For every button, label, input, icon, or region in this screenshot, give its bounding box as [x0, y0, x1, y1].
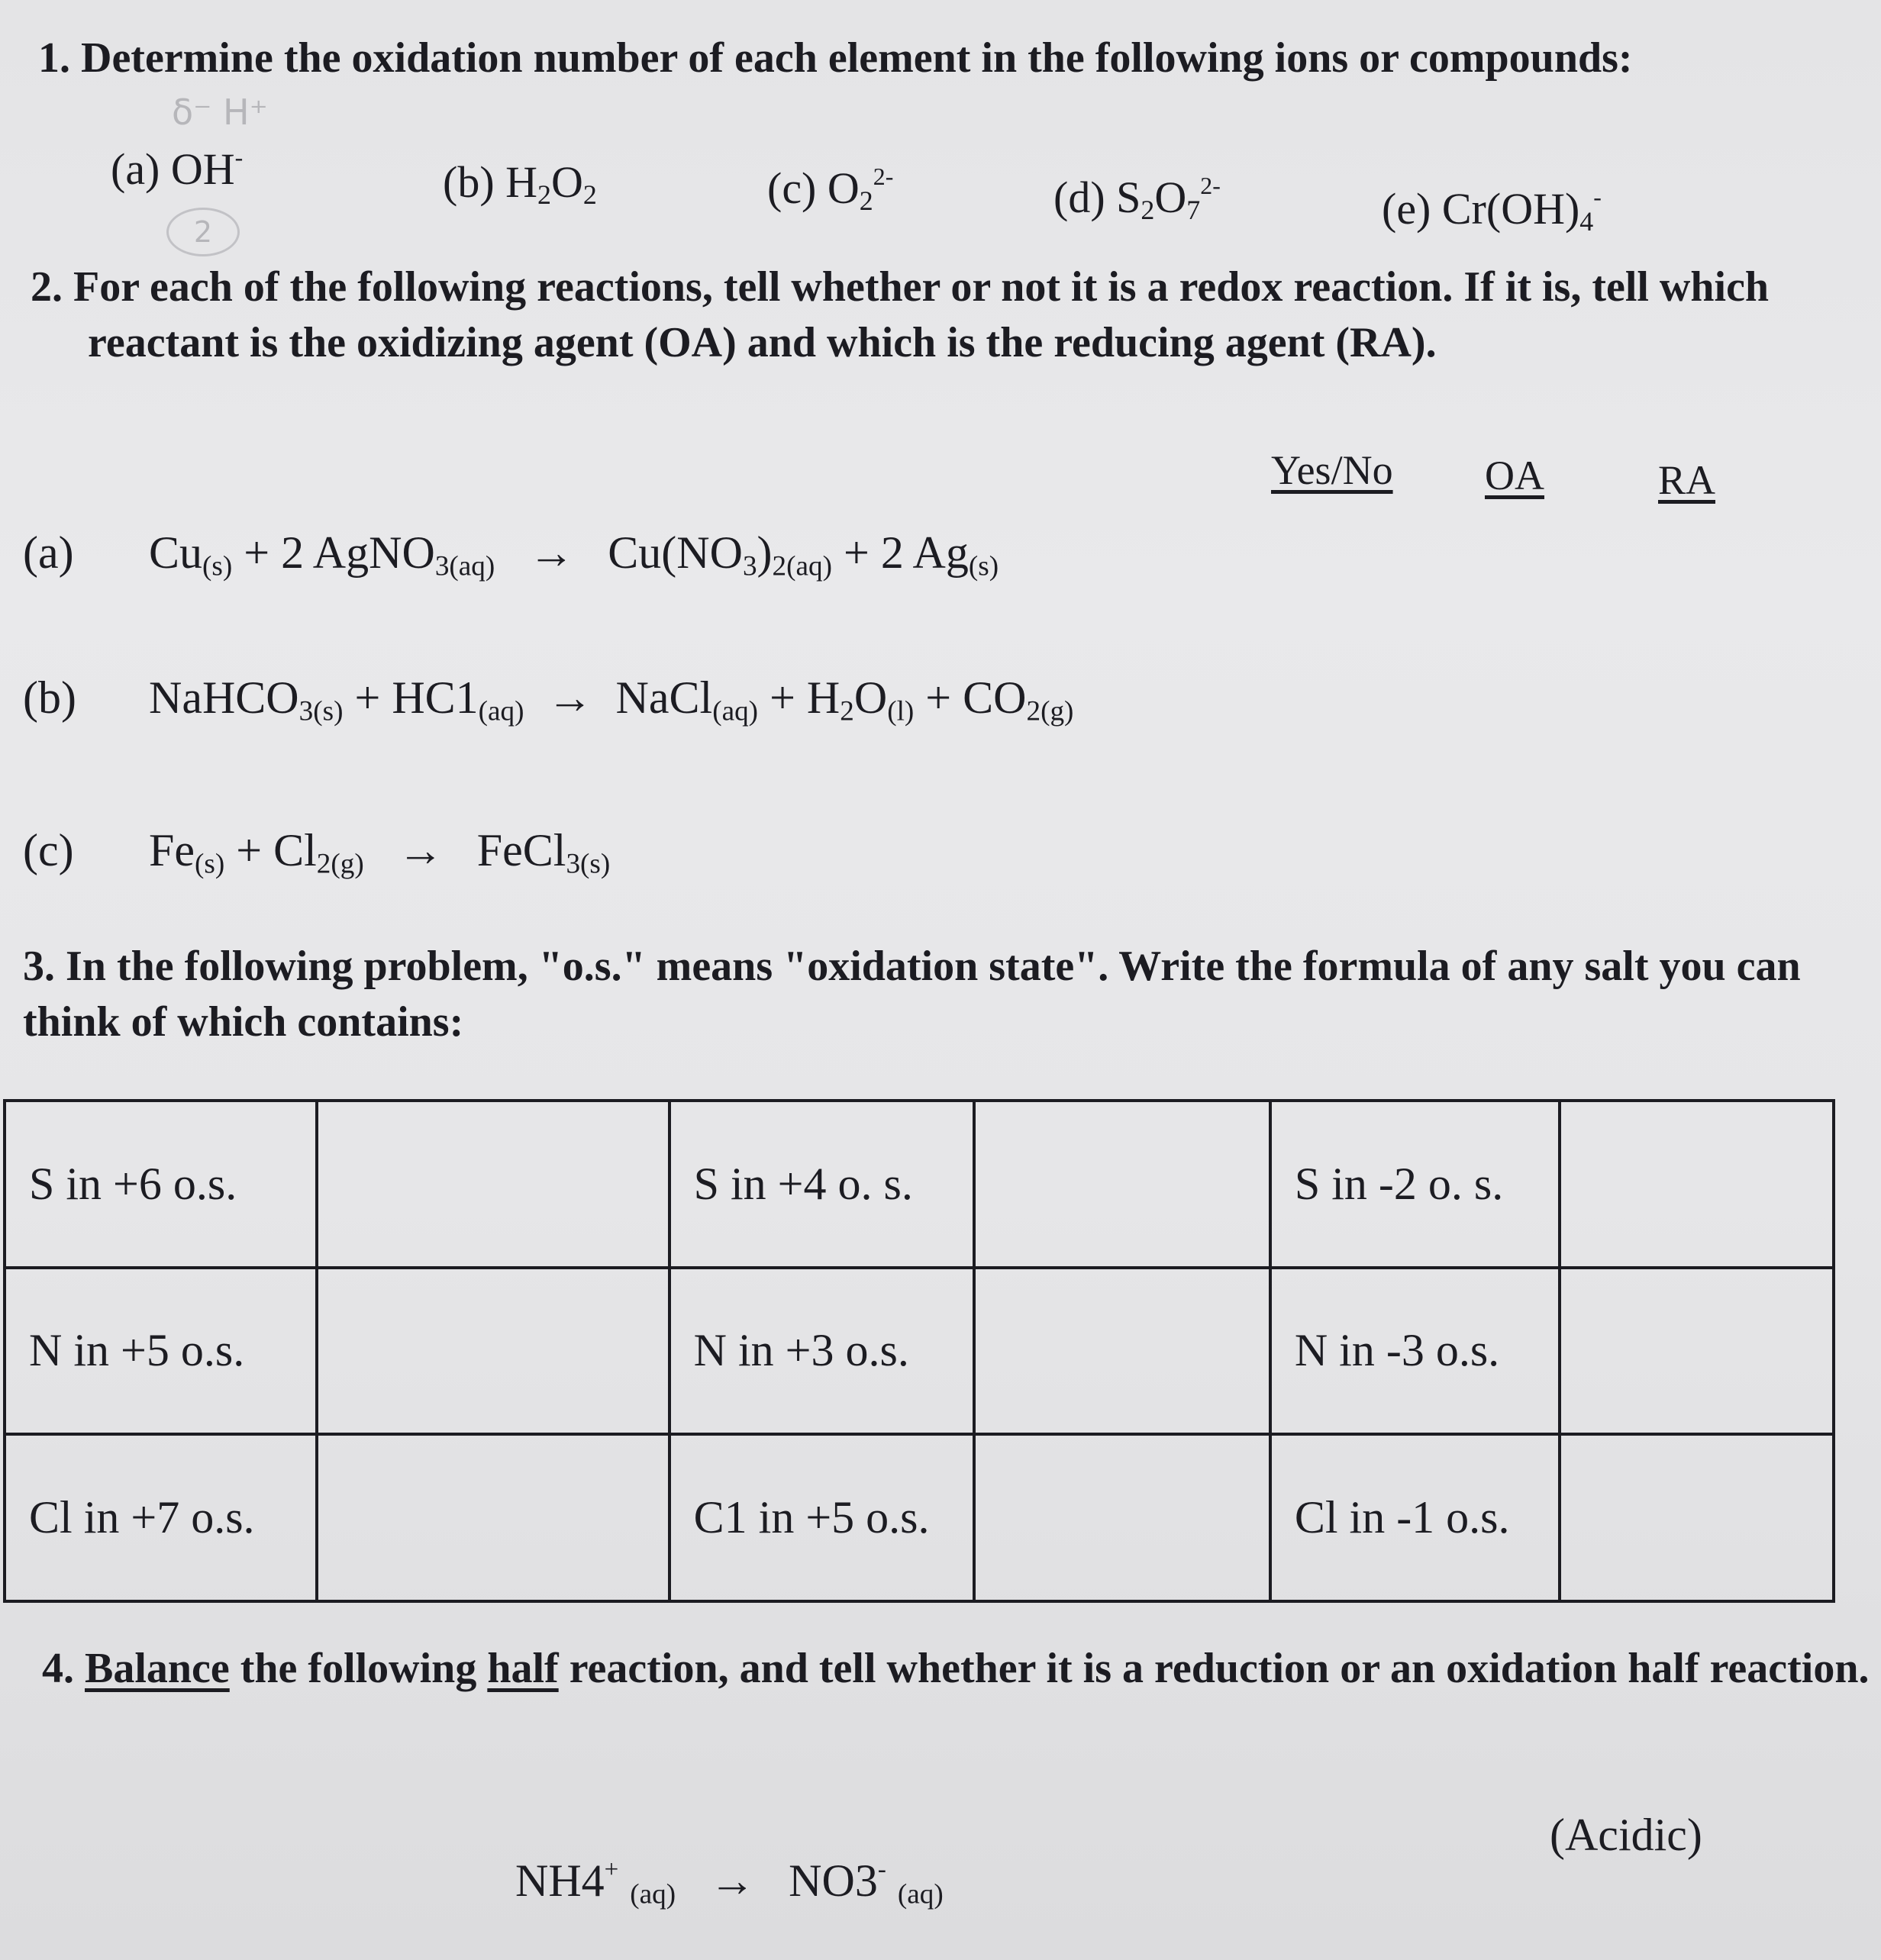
q2-reaction-b: (b) NaHCO$_{3(s)}$ + $HC1_{(aq)}$ → NaCl$_{(aq)}$ + $H_2O_{(l)} + CO_{2(g)}$ [23, 672, 1074, 727]
q2-number: 2. [31, 263, 63, 311]
table-row [5, 1101, 1834, 1268]
q4-number: 4. [42, 1645, 74, 1692]
cell-cl-plus7-answer[interactable] [317, 1434, 669, 1601]
cell-n-minus3-label: N in -3 o.s. [1270, 1268, 1560, 1435]
cell-s-plus4-label: S in +4 o. s. [669, 1101, 974, 1268]
q4-half-reaction: NH4+ $_{(aq)}$ → NO3- $_{(aq)}$ [515, 1855, 944, 1910]
cell-n-plus3-label: N in +3 o.s. [669, 1268, 974, 1435]
cell-s-minus2-answer[interactable] [1560, 1101, 1834, 1268]
cell-n-minus3-answer[interactable] [1560, 1268, 1834, 1435]
q4-condition: (Acidic) [1550, 1810, 1702, 1860]
q1-handwritten-circle: 2 [166, 208, 240, 256]
q1-handwritten-note: δ⁻ H⁺ [172, 92, 268, 133]
q2-column-yes-no: Yes/No [1271, 447, 1393, 493]
q1-item-a: (a) OH- [111, 144, 244, 194]
cell-n-plus5-label: N in +5 o.s. [5, 1268, 317, 1435]
q2-column-oa: OA [1485, 453, 1544, 498]
q3-prompt [23, 939, 1802, 1050]
q1-text: Determine the oxidation number of each element in the following ions or compounds: [81, 34, 1633, 82]
cell-cl-plus5-answer[interactable] [974, 1434, 1270, 1601]
cell-cl-minus1-answer[interactable] [1560, 1434, 1834, 1601]
q2-column-ra: RA [1658, 457, 1716, 503]
q1-item-d: (d) $S_2O_7^{2-}$ [1053, 172, 1221, 225]
q2-text: For each of the following reactions, tell whether or not it is a redox reaction. If it is, tell which reactant is the oxidizing agent (OA) and which is the reducing agent (RA). [73, 263, 1770, 366]
salt-table [3, 1099, 1835, 1603]
table-row [5, 1434, 1834, 1601]
cell-s-plus6-label: S in +6 o.s. [5, 1101, 317, 1268]
cell-n-plus3-answer[interactable] [974, 1268, 1270, 1435]
cell-s-plus4-answer[interactable] [974, 1101, 1270, 1268]
table-row [5, 1268, 1834, 1435]
q2-reaction-a: (a) $Cu_{(s)} + 2$ AgNO$_{3(aq)}$ → $Cu(NO_3)_{2(aq)} + 2$ $Ag_{(s)}$ [23, 527, 999, 582]
cell-s-minus2-label: S in -2 o. s. [1270, 1101, 1560, 1268]
q2-reaction-c: (c) $Fe_{(s)} + Cl_{2(g)}$ → FeCl$_{3(s)}$ [23, 825, 611, 880]
cell-cl-plus7-label: Cl in +7 o.s. [5, 1434, 317, 1601]
q4-prompt: 4. Balance the following half reaction, and tell whether it is a reduction or an oxidation half reaction. [42, 1645, 1870, 1692]
cell-cl-minus1-label: Cl in -1 o.s. [1270, 1434, 1560, 1601]
q1-item-b: (b) $H_2O_2$ [443, 157, 597, 210]
q1-number: 1. [38, 34, 70, 82]
q4-word-balance: Balance [85, 1645, 230, 1692]
q1-item-e: (e) $Cr(OH)_4^-$ [1382, 184, 1602, 237]
q4-word-half: half [487, 1645, 559, 1692]
q3-number: 3. [23, 943, 55, 990]
cell-n-plus5-answer[interactable] [317, 1268, 669, 1435]
q3-text: In the following problem, "o.s." means "oxidation state". Write the formula of any salt you can think of which contains: [23, 943, 1801, 1046]
q2-prompt [31, 260, 1821, 371]
cell-s-plus6-answer[interactable] [317, 1101, 669, 1268]
cell-cl-plus5-label: C1 in +5 o.s. [669, 1434, 974, 1601]
q1-item-c: (c) $O_2^{2-}$ [767, 163, 894, 216]
q1-prompt [38, 31, 1794, 86]
